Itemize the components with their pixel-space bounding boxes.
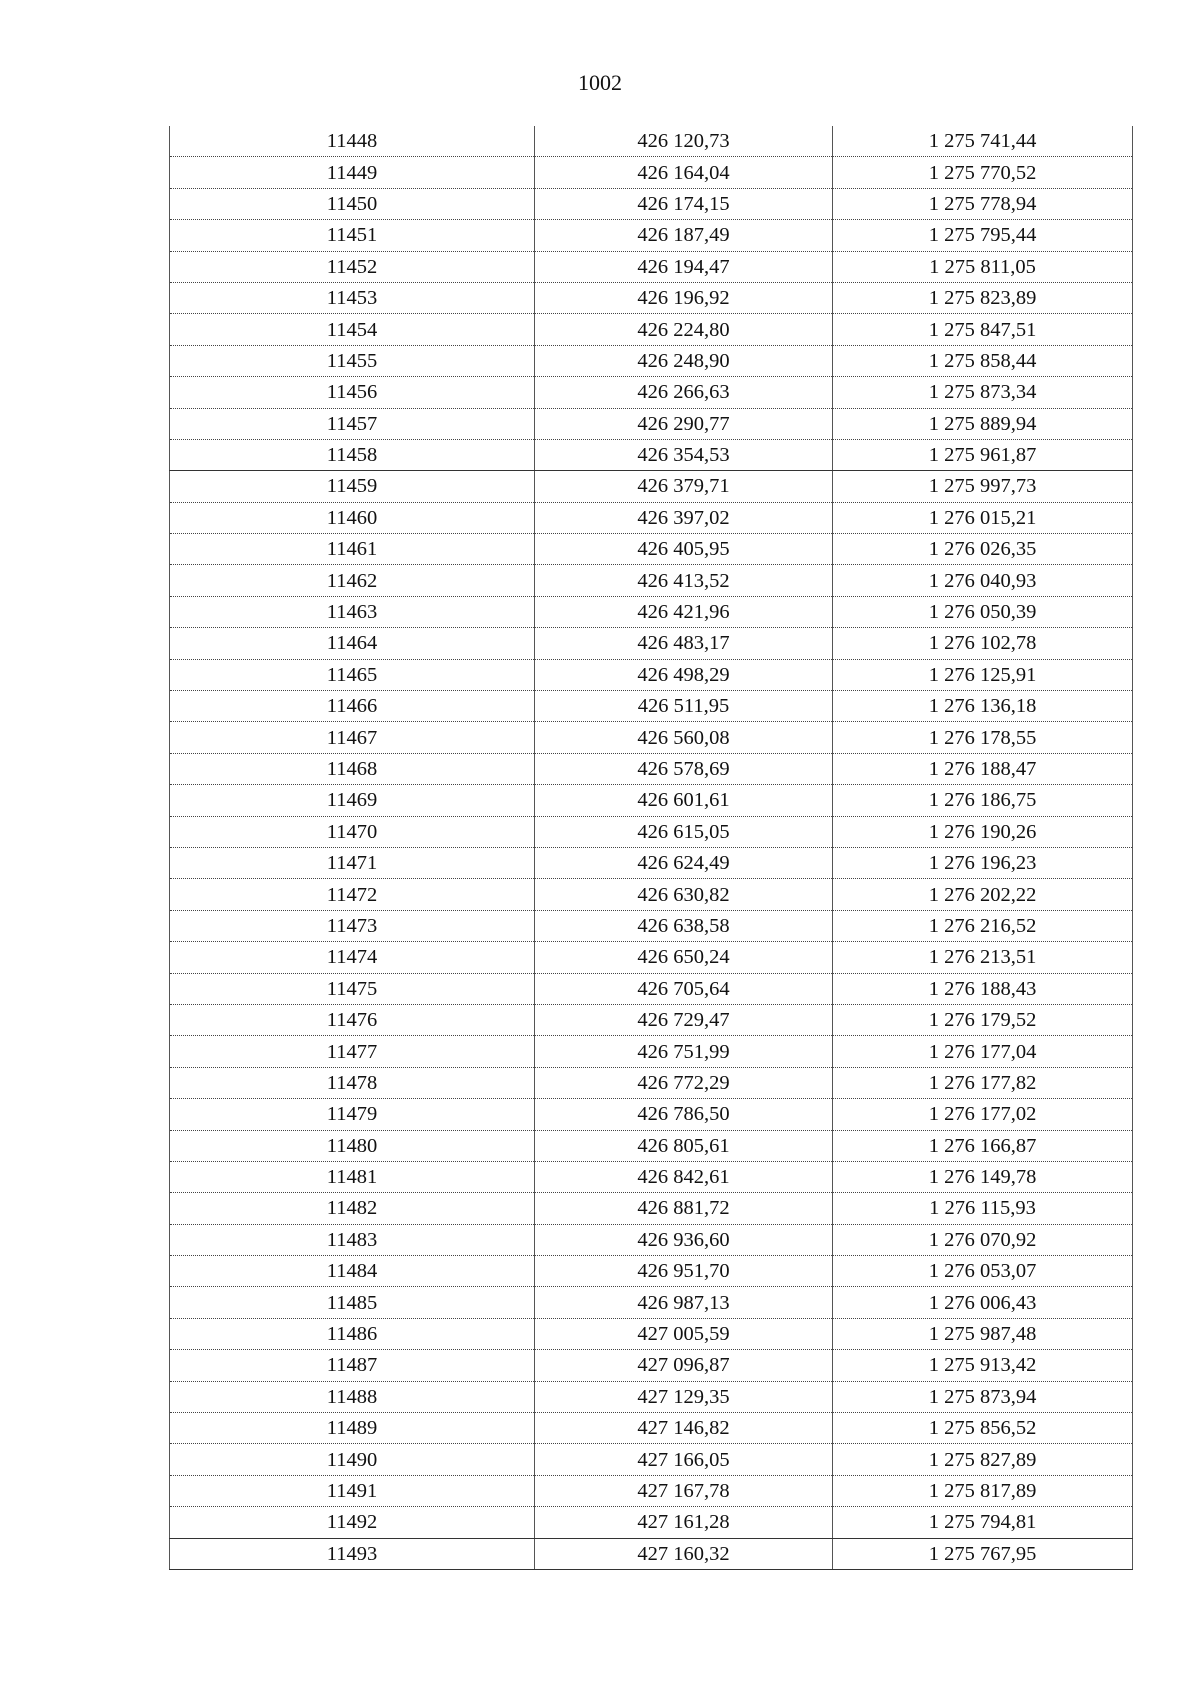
point-number-cell: 11463 [170, 596, 535, 627]
x-coordinate-cell: 426 881,72 [535, 1193, 833, 1224]
table-row [170, 534, 1133, 565]
point-number-cell: 11453 [170, 282, 535, 313]
point-number-cell: 11467 [170, 722, 535, 753]
point-number-cell: 11487 [170, 1350, 535, 1381]
point-number-cell: 11491 [170, 1475, 535, 1506]
x-coordinate-cell: 426 650,24 [535, 942, 833, 973]
y-coordinate-cell: 1 276 166,87 [833, 1130, 1133, 1161]
x-coordinate-cell: 426 987,13 [535, 1287, 833, 1318]
table-row [170, 345, 1133, 376]
table-row [170, 1538, 1133, 1569]
point-number-cell: 11493 [170, 1538, 535, 1569]
point-number-cell: 11455 [170, 345, 535, 376]
table-row [170, 910, 1133, 941]
table-row [170, 282, 1133, 313]
y-coordinate-cell: 1 276 015,21 [833, 502, 1133, 533]
table-row [170, 1224, 1133, 1255]
point-number-cell: 11481 [170, 1161, 535, 1192]
y-coordinate-cell: 1 275 794,81 [833, 1507, 1133, 1538]
table-row [170, 659, 1133, 690]
point-number-cell: 11452 [170, 251, 535, 282]
table-row [170, 1036, 1133, 1067]
y-coordinate-cell: 1 275 795,44 [833, 220, 1133, 251]
y-coordinate-cell: 1 276 188,43 [833, 973, 1133, 1004]
point-number-cell: 11470 [170, 816, 535, 847]
x-coordinate-cell: 426 248,90 [535, 345, 833, 376]
x-coordinate-cell: 426 751,99 [535, 1036, 833, 1067]
x-coordinate-cell: 426 630,82 [535, 879, 833, 910]
table-row [170, 1099, 1133, 1130]
x-coordinate-cell: 426 196,92 [535, 282, 833, 313]
x-coordinate-cell: 426 638,58 [535, 910, 833, 941]
y-coordinate-cell: 1 276 040,93 [833, 565, 1133, 596]
table-row [170, 973, 1133, 1004]
table-row [170, 1444, 1133, 1475]
table-row [170, 816, 1133, 847]
point-number-cell: 11489 [170, 1413, 535, 1444]
point-number-cell: 11473 [170, 910, 535, 941]
table-row [170, 691, 1133, 722]
point-number-cell: 11475 [170, 973, 535, 1004]
y-coordinate-cell: 1 275 811,05 [833, 251, 1133, 282]
y-coordinate-cell: 1 275 856,52 [833, 1413, 1133, 1444]
table-row [170, 1507, 1133, 1538]
table-row [170, 408, 1133, 439]
y-coordinate-cell: 1 276 136,18 [833, 691, 1133, 722]
y-coordinate-cell: 1 275 858,44 [833, 345, 1133, 376]
point-number-cell: 11460 [170, 502, 535, 533]
point-number-cell: 11465 [170, 659, 535, 690]
point-number-cell: 11471 [170, 847, 535, 878]
x-coordinate-cell: 427 146,82 [535, 1413, 833, 1444]
table-row [170, 1475, 1133, 1506]
table-row [170, 1381, 1133, 1412]
table-row [170, 439, 1133, 470]
y-coordinate-cell: 1 276 202,22 [833, 879, 1133, 910]
y-coordinate-cell: 1 276 125,91 [833, 659, 1133, 690]
point-number-cell: 11468 [170, 753, 535, 784]
y-coordinate-cell: 1 275 961,87 [833, 439, 1133, 470]
y-coordinate-cell: 1 276 216,52 [833, 910, 1133, 941]
y-coordinate-cell: 1 276 050,39 [833, 596, 1133, 627]
y-coordinate-cell: 1 275 847,51 [833, 314, 1133, 345]
y-coordinate-cell: 1 275 913,42 [833, 1350, 1133, 1381]
y-coordinate-cell: 1 275 770,52 [833, 157, 1133, 188]
table-row [170, 785, 1133, 816]
point-number-cell: 11464 [170, 628, 535, 659]
table-row [170, 628, 1133, 659]
table-row [170, 1193, 1133, 1224]
y-coordinate-cell: 1 275 873,34 [833, 377, 1133, 408]
point-number-cell: 11485 [170, 1287, 535, 1318]
y-coordinate-cell: 1 276 179,52 [833, 1004, 1133, 1035]
point-number-cell: 11461 [170, 534, 535, 565]
point-number-cell: 11483 [170, 1224, 535, 1255]
y-coordinate-cell: 1 276 178,55 [833, 722, 1133, 753]
x-coordinate-cell: 427 096,87 [535, 1350, 833, 1381]
point-number-cell: 11456 [170, 377, 535, 408]
y-coordinate-cell: 1 276 053,07 [833, 1256, 1133, 1287]
table-row [170, 188, 1133, 219]
point-number-cell: 11482 [170, 1193, 535, 1224]
point-number-cell: 11492 [170, 1507, 535, 1538]
point-number-cell: 11484 [170, 1256, 535, 1287]
x-coordinate-cell: 426 615,05 [535, 816, 833, 847]
y-coordinate-cell: 1 276 213,51 [833, 942, 1133, 973]
y-coordinate-cell: 1 276 115,93 [833, 1193, 1133, 1224]
y-coordinate-cell: 1 276 188,47 [833, 753, 1133, 784]
table-row [170, 126, 1133, 157]
y-coordinate-cell: 1 275 873,94 [833, 1381, 1133, 1412]
y-coordinate-cell: 1 276 102,78 [833, 628, 1133, 659]
x-coordinate-cell: 426 224,80 [535, 314, 833, 345]
x-coordinate-cell: 426 405,95 [535, 534, 833, 565]
point-number-cell: 11458 [170, 439, 535, 470]
x-coordinate-cell: 427 129,35 [535, 1381, 833, 1412]
point-number-cell: 11486 [170, 1318, 535, 1349]
table-row [170, 879, 1133, 910]
y-coordinate-cell: 1 275 778,94 [833, 188, 1133, 219]
point-number-cell: 11477 [170, 1036, 535, 1067]
table-row [170, 596, 1133, 627]
point-number-cell: 11457 [170, 408, 535, 439]
table-row [170, 471, 1133, 502]
point-number-cell: 11472 [170, 879, 535, 910]
x-coordinate-cell: 426 786,50 [535, 1099, 833, 1130]
x-coordinate-cell: 427 161,28 [535, 1507, 833, 1538]
x-coordinate-cell: 426 578,69 [535, 753, 833, 784]
point-number-cell: 11479 [170, 1099, 535, 1130]
y-coordinate-cell: 1 275 987,48 [833, 1318, 1133, 1349]
y-coordinate-cell: 1 276 177,04 [833, 1036, 1133, 1067]
table-row [170, 1004, 1133, 1035]
y-coordinate-cell: 1 276 190,26 [833, 816, 1133, 847]
x-coordinate-cell: 426 772,29 [535, 1067, 833, 1098]
table-row [170, 314, 1133, 345]
y-coordinate-cell: 1 276 026,35 [833, 534, 1133, 565]
table-row [170, 1350, 1133, 1381]
x-coordinate-cell: 426 187,49 [535, 220, 833, 251]
x-coordinate-cell: 426 120,73 [535, 126, 833, 157]
x-coordinate-cell: 426 397,02 [535, 502, 833, 533]
y-coordinate-cell: 1 276 177,82 [833, 1067, 1133, 1098]
y-coordinate-cell: 1 275 767,95 [833, 1538, 1133, 1569]
x-coordinate-cell: 426 483,17 [535, 628, 833, 659]
point-number-cell: 11466 [170, 691, 535, 722]
table-row [170, 942, 1133, 973]
x-coordinate-cell: 427 160,32 [535, 1538, 833, 1569]
x-coordinate-cell: 426 266,63 [535, 377, 833, 408]
point-number-cell: 11469 [170, 785, 535, 816]
point-number-cell: 11478 [170, 1067, 535, 1098]
x-coordinate-cell: 427 005,59 [535, 1318, 833, 1349]
table-row [170, 251, 1133, 282]
table-row [170, 502, 1133, 533]
x-coordinate-cell: 426 560,08 [535, 722, 833, 753]
y-coordinate-cell: 1 276 006,43 [833, 1287, 1133, 1318]
y-coordinate-cell: 1 275 823,89 [833, 282, 1133, 313]
x-coordinate-cell: 426 511,95 [535, 691, 833, 722]
coordinates-table [169, 126, 1133, 1570]
table-row [170, 1067, 1133, 1098]
point-number-cell: 11450 [170, 188, 535, 219]
table-row [170, 157, 1133, 188]
y-coordinate-cell: 1 275 741,44 [833, 126, 1133, 157]
point-number-cell: 11451 [170, 220, 535, 251]
x-coordinate-cell: 427 166,05 [535, 1444, 833, 1475]
y-coordinate-cell: 1 276 149,78 [833, 1161, 1133, 1192]
x-coordinate-cell: 426 421,96 [535, 596, 833, 627]
table-row [170, 1130, 1133, 1161]
point-number-cell: 11474 [170, 942, 535, 973]
table-row [170, 565, 1133, 596]
x-coordinate-cell: 426 354,53 [535, 439, 833, 470]
y-coordinate-cell: 1 276 177,02 [833, 1099, 1133, 1130]
x-coordinate-cell: 426 601,61 [535, 785, 833, 816]
y-coordinate-cell: 1 276 196,23 [833, 847, 1133, 878]
x-coordinate-cell: 426 805,61 [535, 1130, 833, 1161]
x-coordinate-cell: 427 167,78 [535, 1475, 833, 1506]
point-number-cell: 11462 [170, 565, 535, 596]
table-row [170, 847, 1133, 878]
table-row [170, 753, 1133, 784]
x-coordinate-cell: 426 936,60 [535, 1224, 833, 1255]
y-coordinate-cell: 1 276 186,75 [833, 785, 1133, 816]
x-coordinate-cell: 426 624,49 [535, 847, 833, 878]
table-row [170, 377, 1133, 408]
x-coordinate-cell: 426 413,52 [535, 565, 833, 596]
point-number-cell: 11449 [170, 157, 535, 188]
page-number: 1002 [578, 70, 622, 95]
x-coordinate-cell: 426 951,70 [535, 1256, 833, 1287]
y-coordinate-cell: 1 275 817,89 [833, 1475, 1133, 1506]
y-coordinate-cell: 1 275 889,94 [833, 408, 1133, 439]
coordinates-table-body [170, 126, 1133, 1569]
x-coordinate-cell: 426 194,47 [535, 251, 833, 282]
point-number-cell: 11476 [170, 1004, 535, 1035]
point-number-cell: 11480 [170, 1130, 535, 1161]
table-row [170, 220, 1133, 251]
x-coordinate-cell: 426 174,15 [535, 188, 833, 219]
point-number-cell: 11490 [170, 1444, 535, 1475]
table-row [170, 1318, 1133, 1349]
x-coordinate-cell: 426 842,61 [535, 1161, 833, 1192]
table-row [170, 722, 1133, 753]
x-coordinate-cell: 426 290,77 [535, 408, 833, 439]
table-row [170, 1287, 1133, 1318]
table-row [170, 1413, 1133, 1444]
table-row [170, 1256, 1133, 1287]
x-coordinate-cell: 426 164,04 [535, 157, 833, 188]
table-row [170, 1161, 1133, 1192]
y-coordinate-cell: 1 275 827,89 [833, 1444, 1133, 1475]
x-coordinate-cell: 426 729,47 [535, 1004, 833, 1035]
x-coordinate-cell: 426 379,71 [535, 471, 833, 502]
x-coordinate-cell: 426 498,29 [535, 659, 833, 690]
point-number-cell: 11459 [170, 471, 535, 502]
point-number-cell: 11448 [170, 126, 535, 157]
x-coordinate-cell: 426 705,64 [535, 973, 833, 1004]
y-coordinate-cell: 1 275 997,73 [833, 471, 1133, 502]
y-coordinate-cell: 1 276 070,92 [833, 1224, 1133, 1255]
point-number-cell: 11488 [170, 1381, 535, 1412]
point-number-cell: 11454 [170, 314, 535, 345]
